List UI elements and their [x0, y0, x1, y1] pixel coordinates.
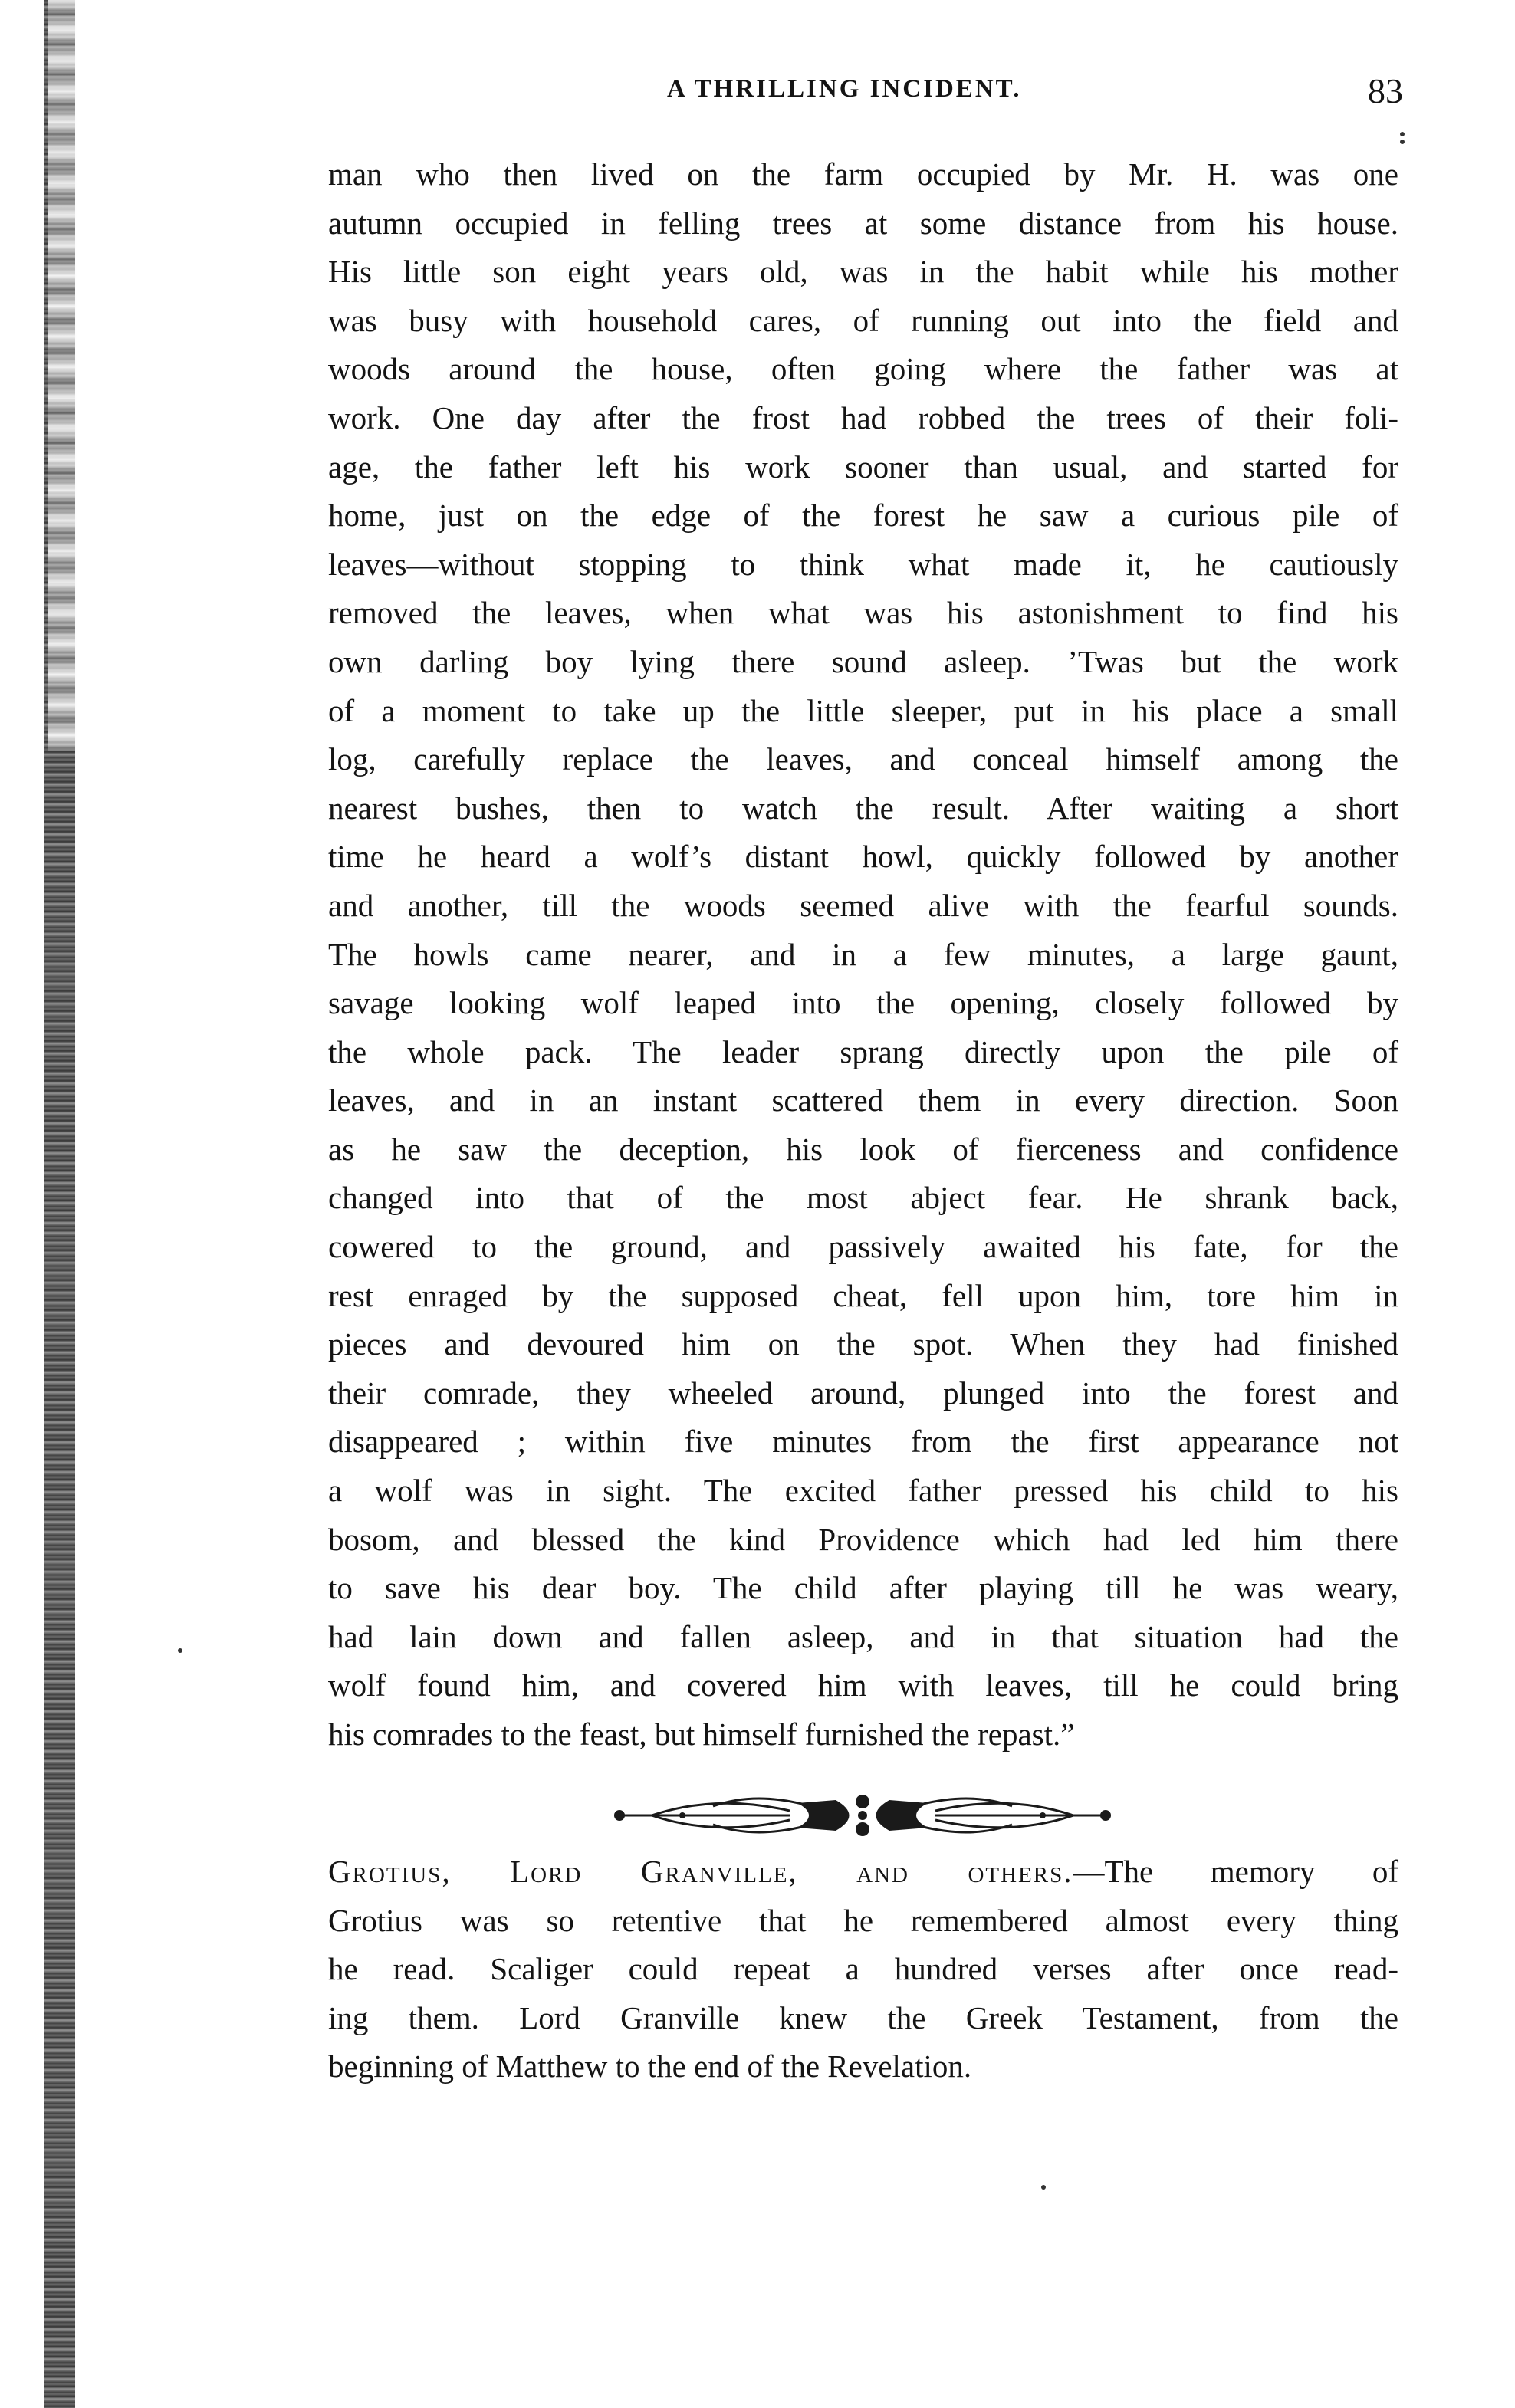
text-line: nearest bushes, then to watch the result. After waiting a short [328, 790, 1398, 826]
text-line: the whole pack. The leader sprang directly upon the pile of [328, 1033, 1398, 1069]
text-line: had lain down and fallen asleep, and in that situation had the [328, 1618, 1398, 1654]
text-line: rest enraged by the supposed cheat, fell upon him, tore him in [328, 1277, 1398, 1313]
text-line: age, the father left his work sooner than usual, and started for [328, 448, 1398, 485]
page-number: 83 [1368, 71, 1403, 110]
section-first-line-rest: —The memory of [1073, 1854, 1398, 1889]
text-line: changed into that of the most abject fear. He shrank back, [328, 1180, 1398, 1216]
binding-edge-highlight [48, 0, 75, 751]
page-header [330, 71, 1403, 121]
text-line: his comrades to the feast, but himself furnished the repast.” [328, 1716, 1075, 1752]
print-speck [1041, 2185, 1046, 2190]
text-line: woods around the house, often going where the father was at [328, 351, 1398, 387]
decorative-divider-ornament [606, 1785, 1119, 1846]
text-line: Grotius was so retentive that he remembered almost every thing [328, 1902, 1398, 1938]
text-line: time he heard a wolf’s distant howl, quickly followed by another [328, 839, 1398, 875]
text-line: ing them. Lord Granville knew the Greek Testament, from the [328, 1999, 1398, 2035]
text-line: home, just on the edge of the forest he saw a curious pile of [328, 498, 1398, 534]
text-line: a wolf was in sight. The excited father pressed his child to his [328, 1473, 1398, 1509]
text-line: and another, till the woods seemed alive with the fearful sounds. [328, 887, 1398, 923]
text-line: autumn occupied in felling trees at some distance from his house. [328, 205, 1398, 241]
text-line: disappeared ; within five minutes from the first appearance not [328, 1424, 1398, 1460]
text-line: His little son eight years old, was in the habit while his mother [328, 254, 1398, 290]
text-line: bosom, and blessed the kind Providence which had led him there [328, 1521, 1398, 1557]
text-line: The howls came nearer, and in a few minutes, a large gaunt, [328, 936, 1398, 972]
section-heading: Grotius, Lord Granville, and others. [328, 1854, 1073, 1889]
text-line: work. One day after the frost had robbed the trees of their foli- [328, 399, 1398, 435]
section-first-line [328, 1848, 1398, 1897]
running-title: A THRILLING INCIDENT. [667, 75, 1022, 103]
text-line: cowered to the ground, and passively awaited his fate, for the [328, 1229, 1398, 1265]
text-line: their comrade, they wheeled around, plunged into the forest and [328, 1375, 1398, 1411]
text-line: was busy with household cares, of running out into the field and [328, 302, 1398, 338]
print-speck [1400, 132, 1405, 136]
print-speck [1400, 140, 1405, 144]
story-paragraph [328, 150, 1398, 1759]
text-line: wolf found him, and covered him with leaves, till he could bring [328, 1667, 1398, 1703]
text-line: pieces and devoured him on the spot. When they had finished [328, 1326, 1398, 1362]
grotius-paragraph [328, 1848, 1398, 2091]
text-line: leaves—without stopping to think what made it, he cautiously [328, 546, 1398, 582]
print-speck [178, 1648, 182, 1653]
text-line: leaves, and in an instant scattered them in every direction. Soon [328, 1082, 1398, 1119]
text-line: man who then lived on the farm occupied by Mr. H. was one [328, 156, 1398, 192]
text-line: to save his dear boy. The child after playing till he was weary, [328, 1570, 1398, 1606]
text-line: removed the leaves, when what was his astonishment to find his [328, 595, 1398, 631]
text-line: he read. Scaliger could repeat a hundred verses after once read- [328, 1951, 1398, 1987]
text-line: beginning of Matthew to the end of the Revelation. [328, 2048, 972, 2084]
text-line: log, carefully replace the leaves, and conceal himself among the [328, 741, 1398, 777]
text-line: of a moment to take up the little sleeper, put in his place a small [328, 692, 1398, 728]
text-line: as he saw the deception, his look of fierceness and confidence [328, 1131, 1398, 1167]
text-line: savage looking wolf leaped into the opening, closely followed by [328, 985, 1398, 1021]
text-line: own darling boy lying there sound asleep. ’Twas but the work [328, 643, 1398, 679]
